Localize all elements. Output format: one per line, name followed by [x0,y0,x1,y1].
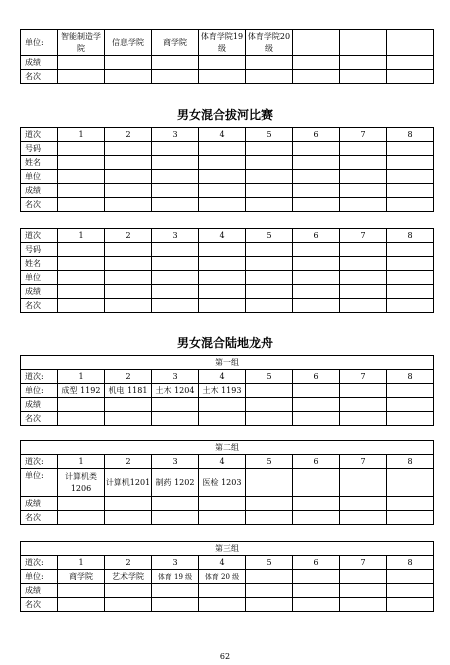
tug-of-war-table-1 [20,127,434,212]
unit-cell [246,469,293,497]
unit-cell [340,469,387,497]
unit-cell: 计算机类1206 [58,469,105,497]
row-label-name: 姓名 [21,156,58,170]
lane-number: 6 [293,455,340,469]
unit-cell [387,384,434,398]
unit-cell [293,570,340,584]
lane-label: 道次 [21,128,58,142]
score-label: 成绩 [21,398,58,412]
lane-number: 2 [105,370,152,384]
lane-number: 2 [105,229,152,243]
page-number: 62 [219,652,231,661]
group-title: 第三组 [21,542,434,556]
unit-cell: 体育 20 级 [199,570,246,584]
unit-cell: 机电 1181 [105,384,152,398]
rank-label: 名次 [21,511,58,525]
top-results-table [20,29,434,84]
unit-label: 单位: [21,570,58,584]
lane-number: 2 [105,455,152,469]
unit-cell [340,384,387,398]
row-label-name: 姓名 [21,257,58,271]
unit-cell [340,30,387,56]
row-label-number: 号码 [21,243,58,257]
row-label-score: 成绩 [21,285,58,299]
lane-number: 3 [152,556,199,570]
lane-number: 5 [246,455,293,469]
unit-cell [293,469,340,497]
unit-cell: 医检 1203 [199,469,246,497]
rank-label: 名次 [21,70,58,84]
rank-label: 名次 [21,598,58,612]
unit-cell [387,469,434,497]
unit-cell [340,570,387,584]
score-label: 成绩 [21,497,58,511]
lane-number: 6 [293,370,340,384]
unit-cell: 制药 1202 [152,469,199,497]
lane-number: 2 [105,128,152,142]
lane-number: 8 [387,229,434,243]
tug-of-war-title: 男女混合拔河比赛 [176,108,273,122]
lane-number: 5 [246,556,293,570]
lane-number: 7 [340,455,387,469]
unit-cell: 体育 19 级 [152,570,199,584]
unit-cell: 计算机1201 [105,469,152,497]
tug-of-war-table-2 [20,228,434,313]
dragon-boat-group-1-table [20,355,434,426]
row-label-rank: 名次 [21,198,58,212]
dragon-boat-title: 男女混合陆地龙舟 [176,336,273,350]
lane-label: 道次: [21,370,58,384]
lane-number: 5 [246,128,293,142]
unit-cell: 土木 1204 [152,384,199,398]
unit-cell [387,30,434,56]
lane-label: 道次: [21,556,58,570]
lane-number: 7 [340,229,387,243]
lane-number: 1 [58,455,105,469]
dragon-boat-group-3-table [20,541,434,612]
unit-cell [246,384,293,398]
lane-number: 8 [387,455,434,469]
group-title: 第二组 [21,441,434,455]
lane-number: 4 [199,370,246,384]
lane-number: 1 [58,229,105,243]
row-label-unit: 单位 [21,271,58,285]
unit-cell: 体育学院20级 [246,30,293,56]
unit-cell: 土木 1193 [199,384,246,398]
unit-cell: 成型 1192 [58,384,105,398]
group-title: 第一组 [21,356,434,370]
unit-cell: 艺术学院 [105,570,152,584]
unit-label: 单位: [21,30,58,56]
lane-number: 3 [152,370,199,384]
row-label-score: 成绩 [21,184,58,198]
unit-cell: 体育学院19级 [199,30,246,56]
lane-number: 8 [387,556,434,570]
lane-number: 5 [246,229,293,243]
unit-cell [293,30,340,56]
unit-cell [293,384,340,398]
row-label-unit: 单位 [21,170,58,184]
unit-cell [246,570,293,584]
lane-number: 7 [340,556,387,570]
lane-number: 4 [199,229,246,243]
unit-cell [387,570,434,584]
lane-number: 6 [293,556,340,570]
rank-label: 名次 [21,412,58,426]
lane-number: 1 [58,370,105,384]
lane-label: 道次: [21,455,58,469]
lane-number: 8 [387,128,434,142]
lane-number: 5 [246,370,293,384]
row-label-number: 号码 [21,142,58,156]
lane-number: 6 [293,229,340,243]
lane-number: 3 [152,455,199,469]
lane-number: 2 [105,556,152,570]
unit-label: 单位: [21,469,58,497]
lane-label: 道次 [21,229,58,243]
lane-number: 7 [340,370,387,384]
lane-number: 3 [152,128,199,142]
unit-cell: 智能制造学院 [58,30,105,56]
lane-number: 3 [152,229,199,243]
unit-cell: 信息学院 [105,30,152,56]
lane-number: 6 [293,128,340,142]
unit-cell: 商学院 [152,30,199,56]
lane-number: 4 [199,556,246,570]
score-label: 成绩 [21,584,58,598]
lane-number: 7 [340,128,387,142]
dragon-boat-group-2-table [20,440,434,525]
row-label-rank: 名次 [21,299,58,313]
lane-number: 1 [58,556,105,570]
lane-number: 4 [199,128,246,142]
lane-number: 1 [58,128,105,142]
unit-label: 单位: [21,384,58,398]
score-label: 成绩 [21,56,58,70]
lane-number: 4 [199,455,246,469]
unit-cell: 商学院 [58,570,105,584]
lane-number: 8 [387,370,434,384]
